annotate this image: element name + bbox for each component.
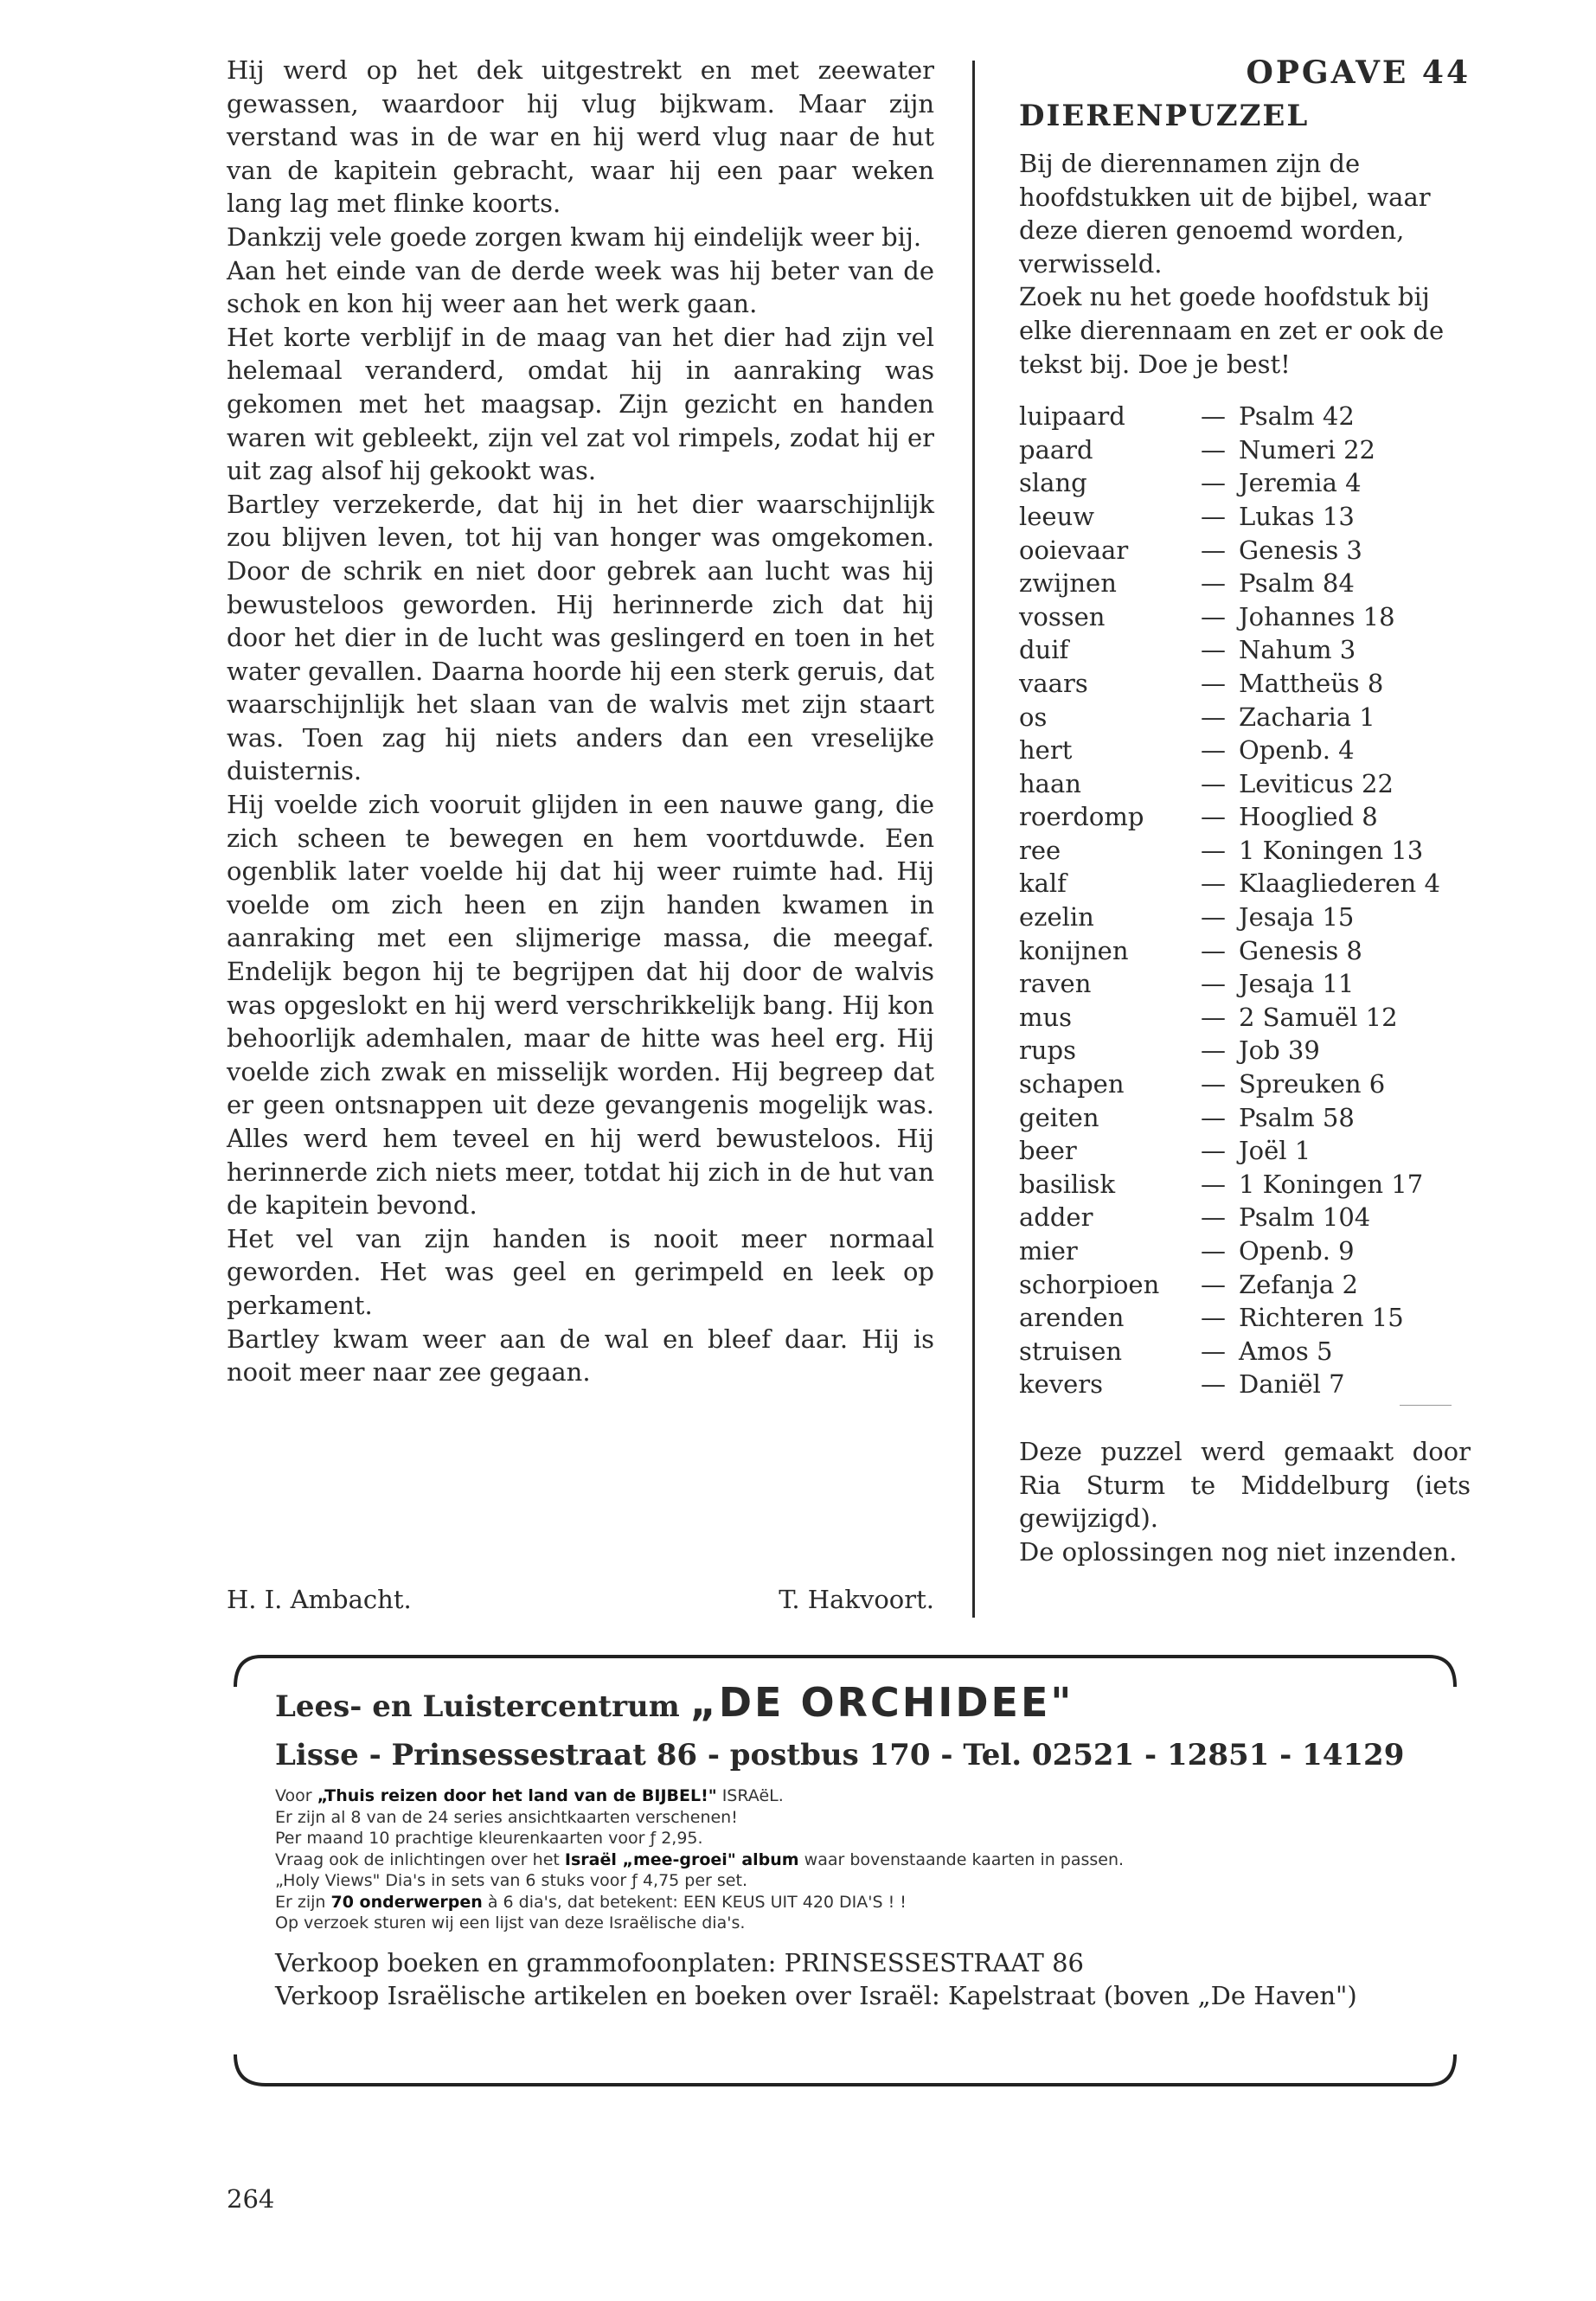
puzzle-outro [1019,1435,1471,1568]
page-number: 264 [227,2184,275,2214]
ad-detail-line: Voor „Thuis reizen door het land van de BIJBEL!" ISRAëL. [275,1786,784,1805]
dash-separator: — [1201,635,1226,665]
animal-row [1019,734,1471,767]
animal-name: mus [1019,1002,1073,1032]
animal-row [1019,567,1471,600]
puzzle-intro-text: Bij de dierennamen zijn de hoofdstukken uit de bijbel, waar deze dieren genoemd worden, verwisseld. [1019,149,1431,279]
dash-separator: — [1201,1202,1226,1233]
animal-name: vaars [1019,668,1088,698]
ad-content [275,1681,1430,2012]
animal-row [1019,1301,1471,1335]
ad-address: Lisse - Prinsessestraat 86 - postbus 170 - Tel. 02521 - 12851 - 14129 [275,1738,1405,1772]
ad-detail-line: Per maand 10 prachtige kleurenkaarten voor ƒ 2,95. [275,1829,703,1848]
animal-row [1019,967,1471,1001]
dash-separator: — [1201,601,1226,631]
animal-row [1019,400,1471,433]
dash-separator: — [1201,401,1226,432]
ad-center-type: Lees- en Luistercentrum [275,1689,680,1724]
dash-separator: — [1201,902,1226,933]
dash-separator: — [1201,535,1226,565]
animal-row [1019,1034,1471,1067]
bible-reference: Daniël 7 [1239,1369,1345,1400]
bible-reference: Psalm 84 [1239,568,1355,599]
bible-reference: 1 Koningen 17 [1239,1169,1424,1199]
dash-separator: — [1201,935,1226,965]
animal-name: ezelin [1019,902,1094,933]
puzzle-column [1019,54,1471,1568]
animal-row [1019,701,1471,734]
animal-row [1019,834,1471,868]
animal-name: paard [1019,434,1093,465]
dash-separator: — [1201,668,1226,698]
bible-reference: Hooglied 8 [1239,802,1378,832]
animal-name: struisen [1019,1336,1123,1366]
animal-row [1019,1101,1471,1135]
animal-row [1019,800,1471,834]
bible-reference: 2 Samuël 12 [1239,1002,1398,1032]
dash-separator: — [1201,735,1226,766]
column-divider [972,61,975,1618]
animal-row [1019,1168,1471,1202]
bible-reference: Jesaja 11 [1239,969,1355,999]
animal-name: slang [1019,468,1087,498]
animal-row [1019,633,1471,667]
story-paragraph: Bartley verzekerde, dat hij in het dier waarschijnlijk zou blijven leven, tot hij van honger was omgekomen. Door de schrik en niet door gebrek aan lucht was hij bewusteloos geworden. Hij herinnerde zich dat hij door het dier in de lucht was geslingerd en toen in het water gevallen. Daarna hoorde hij een sterk geruis, dat waarschijnlijk het slaan van de walvis met zijn staart was. Toen zag hij niets anders dan een vreselijke duisternis. [227,489,934,786]
bible-reference: Numeri 22 [1239,434,1375,465]
animal-row [1019,1268,1471,1302]
dash-separator: — [1201,969,1226,999]
animal-row [1019,1234,1471,1268]
animal-row [1019,901,1471,934]
story-paragraph: Hij voelde zich vooruit glijden in een nauwe gang, die zich scheen te bewegen en hem voortduwde. Een ogenblik later voelde hij dat hij weer ruimte had. Hij voelde om zich heen en zijn handen kwamen in aanraking met een slijmerige massa, die meegaf. Endelijk begon hij te begrijpen dat hij door de walvis was opgeslokt en hij werd verschrikkelijk bang. Hij kon behoorlijk ademhalen, maar de hitte was heel erg. Hij voelde zich zwak en misselijk worden. Hij begreep dat er geen ontsnappen uit deze gevangenis mogelijk was. Alles werd hem teveel en hij werd bewusteloos. Hij herinnerde zich niets meer, totdat hij zich in de hut van de kapitein bevond. [227,790,934,1221]
animal-row [1019,934,1471,968]
puzzle-intro [1019,147,1471,381]
animal-row [1019,767,1471,801]
animal-name: haan [1019,768,1081,798]
dash-separator: — [1201,1035,1226,1066]
dash-separator: — [1201,1269,1226,1299]
animal-name: ooievaar [1019,535,1129,565]
animal-name: kalf [1019,868,1067,899]
animal-name: ree [1019,835,1061,865]
animal-name: mier [1019,1236,1078,1266]
bible-reference: Psalm 58 [1239,1102,1355,1132]
animal-row [1019,667,1471,701]
dash-separator: — [1201,868,1226,899]
bible-reference: Psalm 104 [1239,1202,1371,1233]
bible-reference: Joël 1 [1239,1136,1311,1166]
ad-sales-info [275,1946,1430,2012]
puzzle-credit: Deze puzzel werd gemaakt door Ria Sturm te Middelburg (iets gewijzigd). [1019,1436,1471,1534]
animal-name: schorpioen [1019,1269,1160,1299]
dash-separator: — [1201,1136,1226,1166]
bible-reference: Genesis 3 [1239,535,1362,565]
dash-separator: — [1201,501,1226,531]
bible-reference: Johannes 18 [1239,601,1395,631]
ad-details [275,1785,1430,1934]
dash-separator: — [1201,1002,1226,1032]
bible-reference: Spreuken 6 [1239,1069,1386,1099]
bible-reference: Amos 5 [1239,1336,1333,1366]
animal-name: kevers [1019,1369,1104,1400]
dash-separator: — [1201,434,1226,465]
dash-separator: — [1201,1169,1226,1199]
bible-reference: Mattheüs 8 [1239,668,1384,698]
animal-row [1019,433,1471,467]
ad-detail-line: Vraag ook de inlichtingen over het Israël „mee-groei" album waar bovenstaande kaarten in passen. [275,1849,1125,1869]
bible-reference: Zacharia 1 [1239,702,1375,732]
animal-name: geiten [1019,1102,1099,1132]
animal-name: konijnen [1019,935,1129,965]
ad-detail-line: „Holy Views" Dia's in sets van 6 stuks voor ƒ 4,75 per set. [275,1871,747,1890]
dash-separator: — [1201,1369,1226,1400]
dash-separator: — [1201,1069,1226,1099]
bible-reference: Genesis 8 [1239,935,1362,965]
animal-row [1019,1368,1471,1401]
bible-reference: Psalm 42 [1239,401,1355,432]
ad-detail-line: Op verzoek sturen wij een lijst van deze Israëlische dia's. [275,1913,746,1932]
animal-list [1019,400,1471,1401]
bible-reference: Lukas 13 [1239,501,1355,531]
story-paragraph: Dankzij vele goede zorgen kwam hij eindelijk weer bij. [227,221,922,252]
dash-separator: — [1201,768,1226,798]
story-signatures [227,1585,934,1614]
animal-name: hert [1019,735,1073,766]
animal-row [1019,466,1471,500]
bible-reference: Richteren 15 [1239,1303,1404,1333]
animal-name: adder [1019,1202,1093,1233]
animal-name: basilisk [1019,1169,1116,1199]
bible-reference: Openb. 4 [1239,735,1355,766]
bible-reference: Job 39 [1239,1035,1320,1066]
story-column [227,54,934,1389]
bible-reference: Zefanja 2 [1239,1269,1358,1299]
animal-name: raven [1019,969,1092,999]
bible-reference: Nahum 3 [1239,635,1356,665]
bible-reference: 1 Koningen 13 [1239,835,1424,865]
bible-reference: Openb. 9 [1239,1236,1355,1266]
ad-detail-line: Er zijn al 8 van de 24 series ansichtkaarten verschenen! [275,1807,738,1827]
bible-reference: Jesaja 15 [1239,902,1355,933]
puzzle-note: De oplossingen nog niet inzenden. [1019,1536,1458,1567]
animal-name: beer [1019,1136,1077,1166]
dash-separator: — [1201,468,1226,498]
animal-row [1019,1134,1471,1168]
animal-row [1019,600,1471,634]
animal-name: vossen [1019,601,1106,631]
ad-sales-line: Verkoop boeken en grammofoonplaten: PRINSESSESTRAAT 86 [275,1947,1084,1977]
animal-name: schapen [1019,1069,1125,1099]
bible-reference: Klaagliederen 4 [1239,868,1440,899]
story-paragraph: Het korte verblijf in de maag van het dier had zijn vel helemaal veranderd, omdat hij in aanraking was gekomen met het maagsap. Zijn gezicht en handen waren wit gebleekt, zijn vel zat vol rimpels, zodat hij er uit zag alsof hij gekookt was. [227,322,934,486]
ad-headline [275,1681,1430,1728]
dash-separator: — [1201,1336,1226,1366]
dash-separator: — [1201,1102,1226,1132]
ad-detail-line: Er zijn 70 onderwerpen à 6 dia's, dat betekent: EEN KEUS UIT 420 DIA'S ! ! [275,1892,907,1912]
story-location: H. I. Ambacht. [227,1585,412,1614]
dash-separator: — [1201,835,1226,865]
puzzle-intro-text: Zoek nu het goede hoofdstuk bij elke dierennaam en zet er ook de tekst bij. Doe je best! [1019,282,1445,379]
animal-name: roerdomp [1019,802,1144,832]
animal-name: luipaard [1019,401,1125,432]
story-paragraph: Aan het einde van de derde week was hij beter van de schok en kon hij weer aan het werk gaan. [227,255,934,319]
animal-name: zwijnen [1019,568,1117,599]
puzzle-title: DIERENPUZZEL [1019,99,1310,133]
dash-separator: — [1201,1236,1226,1266]
dash-separator: — [1201,702,1226,732]
ad-sales-line: Verkoop Israëlische artikelen en boeken over Israël: Kapelstraat (boven „De Haven") [275,1980,1357,2010]
animal-row [1019,1335,1471,1368]
puzzle-number: OPGAVE 44 [1246,54,1471,91]
animal-row [1019,1201,1471,1234]
animal-row [1019,500,1471,534]
list-end-rule [1400,1405,1452,1406]
bible-reference: Jeremia 4 [1239,468,1362,498]
animal-row [1019,1067,1471,1101]
dash-separator: — [1201,1303,1226,1333]
animal-name: os [1019,702,1048,732]
dash-separator: — [1201,568,1226,599]
animal-name: arenden [1019,1303,1125,1333]
story-paragraph: Het vel van zijn handen is nooit meer normaal geworden. Het was geel en gerimpeld en leek op perkament. [227,1223,934,1320]
dash-separator: — [1201,802,1226,832]
ad-brand-name: „DE ORCHIDEE" [689,1679,1074,1726]
animal-row [1019,867,1471,901]
story-author: T. Hakvoort. [779,1585,934,1614]
story-paragraph: Bartley kwam weer aan de wal en bleef daar. Hij is nooit meer naar zee gegaan. [227,1324,934,1388]
bible-reference: Leviticus 22 [1239,768,1394,798]
animal-name: rups [1019,1035,1076,1066]
animal-row [1019,1001,1471,1035]
story-paragraph: Hij werd op het dek uitgestrekt en met zeewater gewassen, waardoor hij vlug bijkwam. Maar zijn verstand was in de war en hij werd vlug naar de hut van de kapitein gebracht, waar hij een paar weken lang lag met flinke koorts. [227,55,934,219]
animal-name: duif [1019,635,1069,665]
advertisement-box [227,1648,1464,2119]
animal-name: leeuw [1019,501,1095,531]
animal-row [1019,534,1471,567]
